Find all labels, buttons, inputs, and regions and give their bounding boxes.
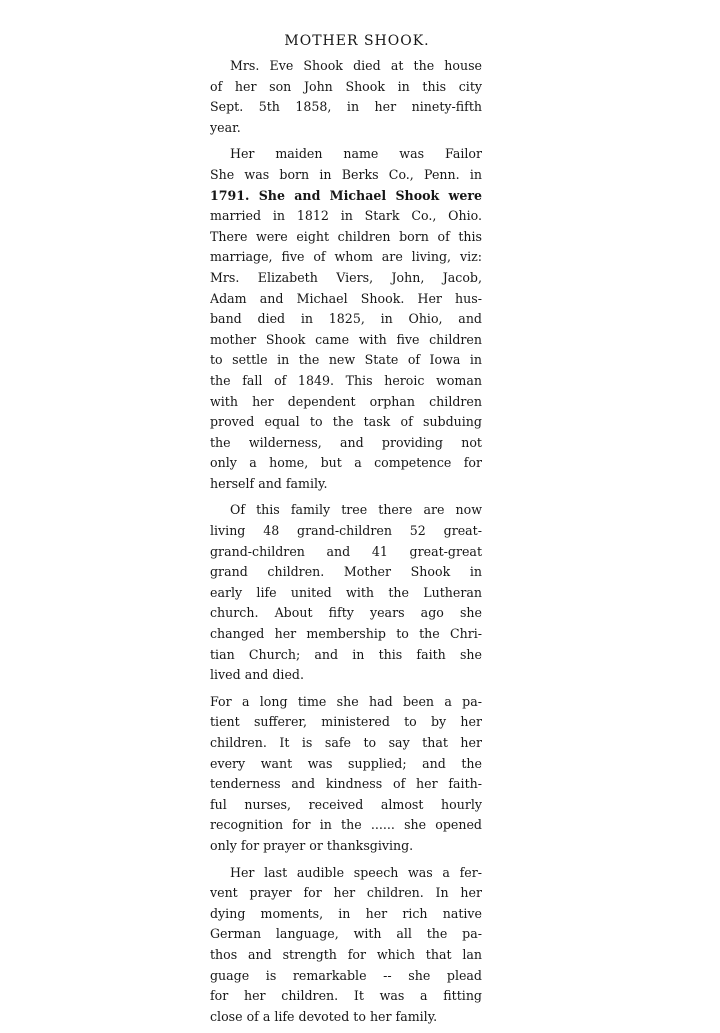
article-line: Mrs. Eve Shook died at the house (230, 58, 482, 73)
article-line: marriage, five of whom are living, viz: (210, 249, 482, 265)
article-paragraph (210, 144, 482, 494)
article-line: proved equal to the task of subduing (210, 414, 482, 430)
article-line: lived and died. (210, 667, 304, 683)
article-line: ful nurses, received almost hourly (210, 796, 482, 812)
article-line: tenderness and kindness of her faith- (210, 776, 482, 792)
article-line: for her children. It was a fitting (210, 988, 482, 1004)
article-line: church. About fifty years ago she (210, 605, 482, 621)
article-line: There were eight children born of this (210, 228, 482, 244)
article-line: grand children. Mother Shook in (210, 564, 482, 580)
article-line: 1791. She and Michael Shook were (210, 187, 482, 203)
article-line: changed her membership to the Chri- (210, 626, 482, 642)
article-line: recognition for in the ...... she opened (210, 817, 482, 833)
article-line: Sept. 5th 1858, in her ninety-fifth (210, 99, 482, 115)
article-paragraph (210, 56, 482, 138)
article-line: Mrs. Elizabeth Viers, John, Jacob, (210, 269, 482, 285)
article-line: Of this family tree there are now (230, 502, 482, 518)
article-line: the wilderness, and providing not (210, 434, 482, 450)
article-line: herself and family. (210, 475, 328, 491)
article-line: married in 1812 in Stark Co., Ohio. (210, 208, 482, 224)
article-line: the fall of 1849. This heroic woman (210, 372, 482, 388)
article-line: Her maiden name was Failor (230, 146, 482, 162)
article-line: guage is remarkable -- she plead (210, 967, 482, 983)
article-line: Adam and Michael Shook. Her hus- (210, 290, 482, 306)
article-line: dying moments, in her rich native (210, 905, 482, 921)
article-line: close of a life devoted to her family. (210, 1008, 438, 1024)
article-paragraph (210, 500, 482, 685)
article-line: grand-children and 41 great-great (210, 543, 482, 559)
article-line: to settle in the new State of Iowa in (210, 352, 482, 368)
newspaper-clipping (210, 30, 482, 1033)
article-line: German language, with all the pa- (210, 926, 482, 942)
article-line: Her last audible speech was a fer- (230, 864, 482, 880)
article-line: early life united with the Lutheran (210, 584, 482, 600)
article-line: with her dependent orphan children (210, 393, 482, 409)
article-line: She was born in Berks Co., Penn. in (210, 166, 482, 182)
article-paragraph (210, 863, 482, 1028)
article-line: tient sufferer, ministered to by her (210, 714, 482, 730)
article-line: only for prayer or thanksgiving. (210, 837, 414, 853)
article-line: For a long time she had been a pa- (210, 693, 482, 709)
article-line: thos and strength for which that lan (210, 946, 482, 962)
article-line: mother Shook came with five children (210, 331, 482, 347)
article-body (210, 56, 482, 1027)
article-line: year. (210, 119, 241, 135)
article-line: children. It is safe to say that her (210, 735, 482, 750)
article-line: vent prayer for her children. In her (210, 885, 482, 901)
article-line: only a home, but a competence for (210, 455, 482, 471)
article-paragraph (210, 692, 482, 857)
article-line: band died in 1825, in Ohio, and (210, 311, 482, 327)
article-line: every want was supplied; and the (210, 755, 482, 771)
article-line: tian Church; and in this faith she (210, 646, 482, 662)
article-line: of her son John Shook in this city (210, 78, 482, 94)
article-line: living 48 grand-children 52 great- (210, 523, 482, 539)
article-headline: MOTHER SHOOK. (284, 33, 430, 49)
